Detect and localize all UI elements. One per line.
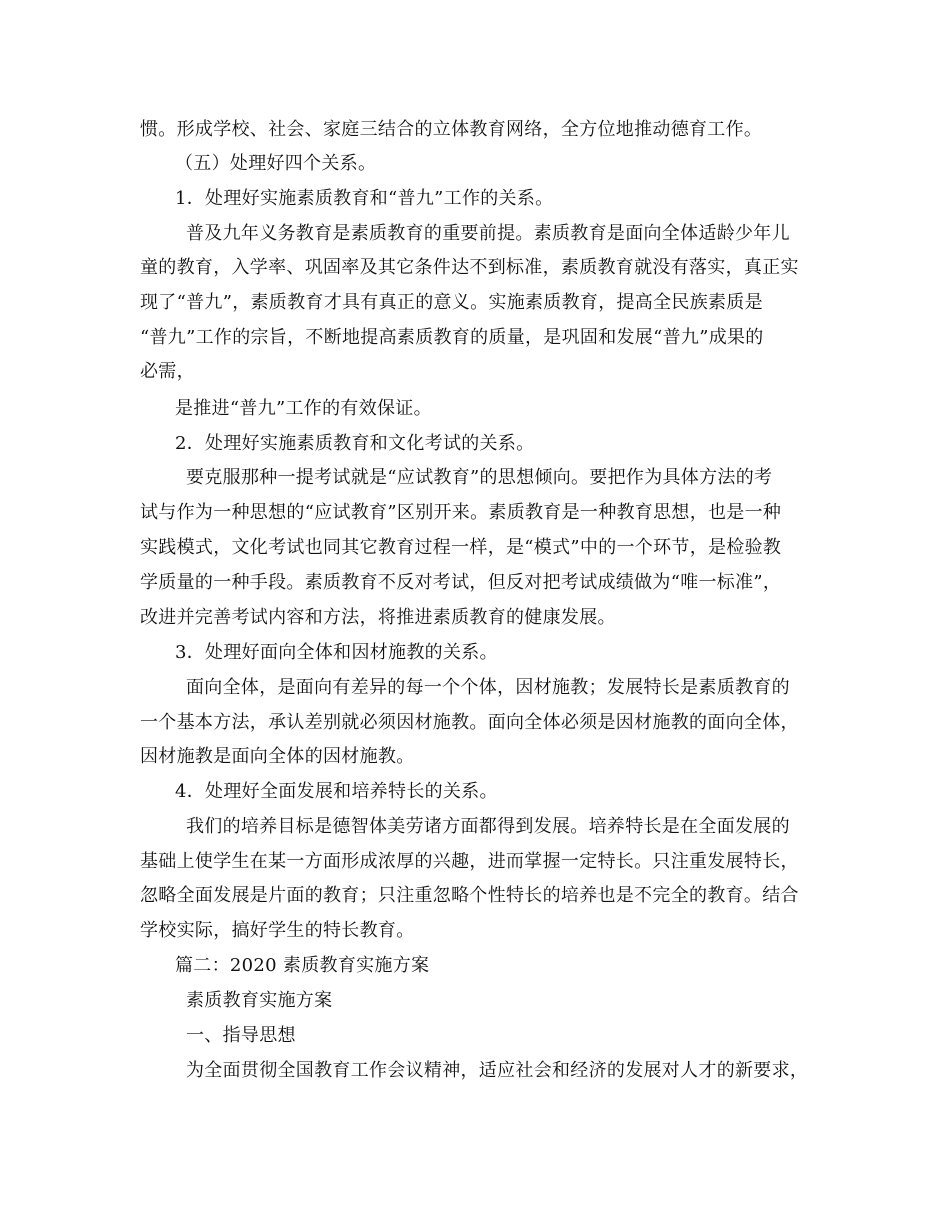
paragraph-line: 基础上使学生在某一方面形成浓厚的兴趣，进而掌握一定特长。只注重发展特长， <box>140 851 799 872</box>
section-heading: 一、指导思想 <box>186 1025 296 1046</box>
paragraph-line: 必需， <box>140 361 195 382</box>
paragraph-line: 一个基本方法，承认差别就必须因材施教。面向全体必须是因材施教的面向全体， <box>140 712 799 733</box>
paragraph-line: 是推进“普九”工作的有效保证。 <box>175 398 432 419</box>
paragraph-line: 面向全体，是面向有差异的每一个个体，因材施教；发展特长是素质教育的 <box>186 677 790 698</box>
subsection-heading: 4．处理好全面发展和培养特长的关系。 <box>175 781 498 802</box>
paragraph-line: 改进并完善考试内容和方法，将推进素质教育的健康发展。 <box>140 607 616 628</box>
subsection-heading: 3．处理好面向全体和因材施教的关系。 <box>175 642 498 663</box>
paragraph-line: 现了“普九”，素质教育才具有真正的意义。实施素质教育，提高全民族素质是 <box>140 292 763 313</box>
paragraph-line: “普九”工作的宗旨，不断地提高素质教育的质量，是巩固和发展“普九”成果的 <box>140 327 764 348</box>
paragraph-line: 惯。形成学校、社会、家庭三结合的立体教育网络，全方位地推动德育工作。 <box>140 119 763 140</box>
paragraph-line: 实践模式，文化考试也同其它教育过程一样，是“模式”中的一个环节，是检验教 <box>140 537 782 558</box>
paragraph-line: 学质量的一种手段。素质教育不反对考试，但反对把考试成绩做为“唯一标准”， <box>140 572 782 593</box>
paragraph-line: 为全面贯彻全国教育工作会议精神，适应社会和经济的发展对人才的新要求， <box>186 1060 809 1081</box>
paragraph-line: 童的教育，入学率、巩固率及其它条件达不到标准，素质教育就没有落实，真正实 <box>140 257 799 278</box>
paragraph-line: 忽略全面发展是片面的教育；只注重忽略个性特长的培养也是不完全的教育。结合 <box>140 885 799 906</box>
paragraph-line: 试与作为一种思想的“应试教育”区别开来。素质教育是一种教育思想，也是一种 <box>140 502 782 523</box>
subsection-heading: 1．处理好实施素质教育和“普九”工作的关系。 <box>175 188 554 209</box>
paragraph-line: 普及九年义务教育是素质教育的重要前提。素质教育是面向全体适龄少年儿 <box>186 223 790 244</box>
section-title: 篇二：2020 素质教育实施方案 <box>175 955 430 976</box>
section-heading: （五）处理好四个关系。 <box>175 153 377 174</box>
subsection-heading: 2．处理好实施素质教育和文化考试的关系。 <box>175 433 535 454</box>
paragraph-line: 学校实际，搞好学生的特长教育。 <box>140 920 415 941</box>
paragraph-line: 因材施教是面向全体的因材施教。 <box>140 746 415 767</box>
paragraph-line: 要克服那种一提考试就是“应试教育”的思想倾向。要把作为具体方法的考 <box>186 467 773 488</box>
document-title: 素质教育实施方案 <box>186 990 333 1011</box>
paragraph-line: 我们的培养目标是德智体美劳诸方面都得到发展。培养特长是在全面发展的 <box>186 816 790 837</box>
